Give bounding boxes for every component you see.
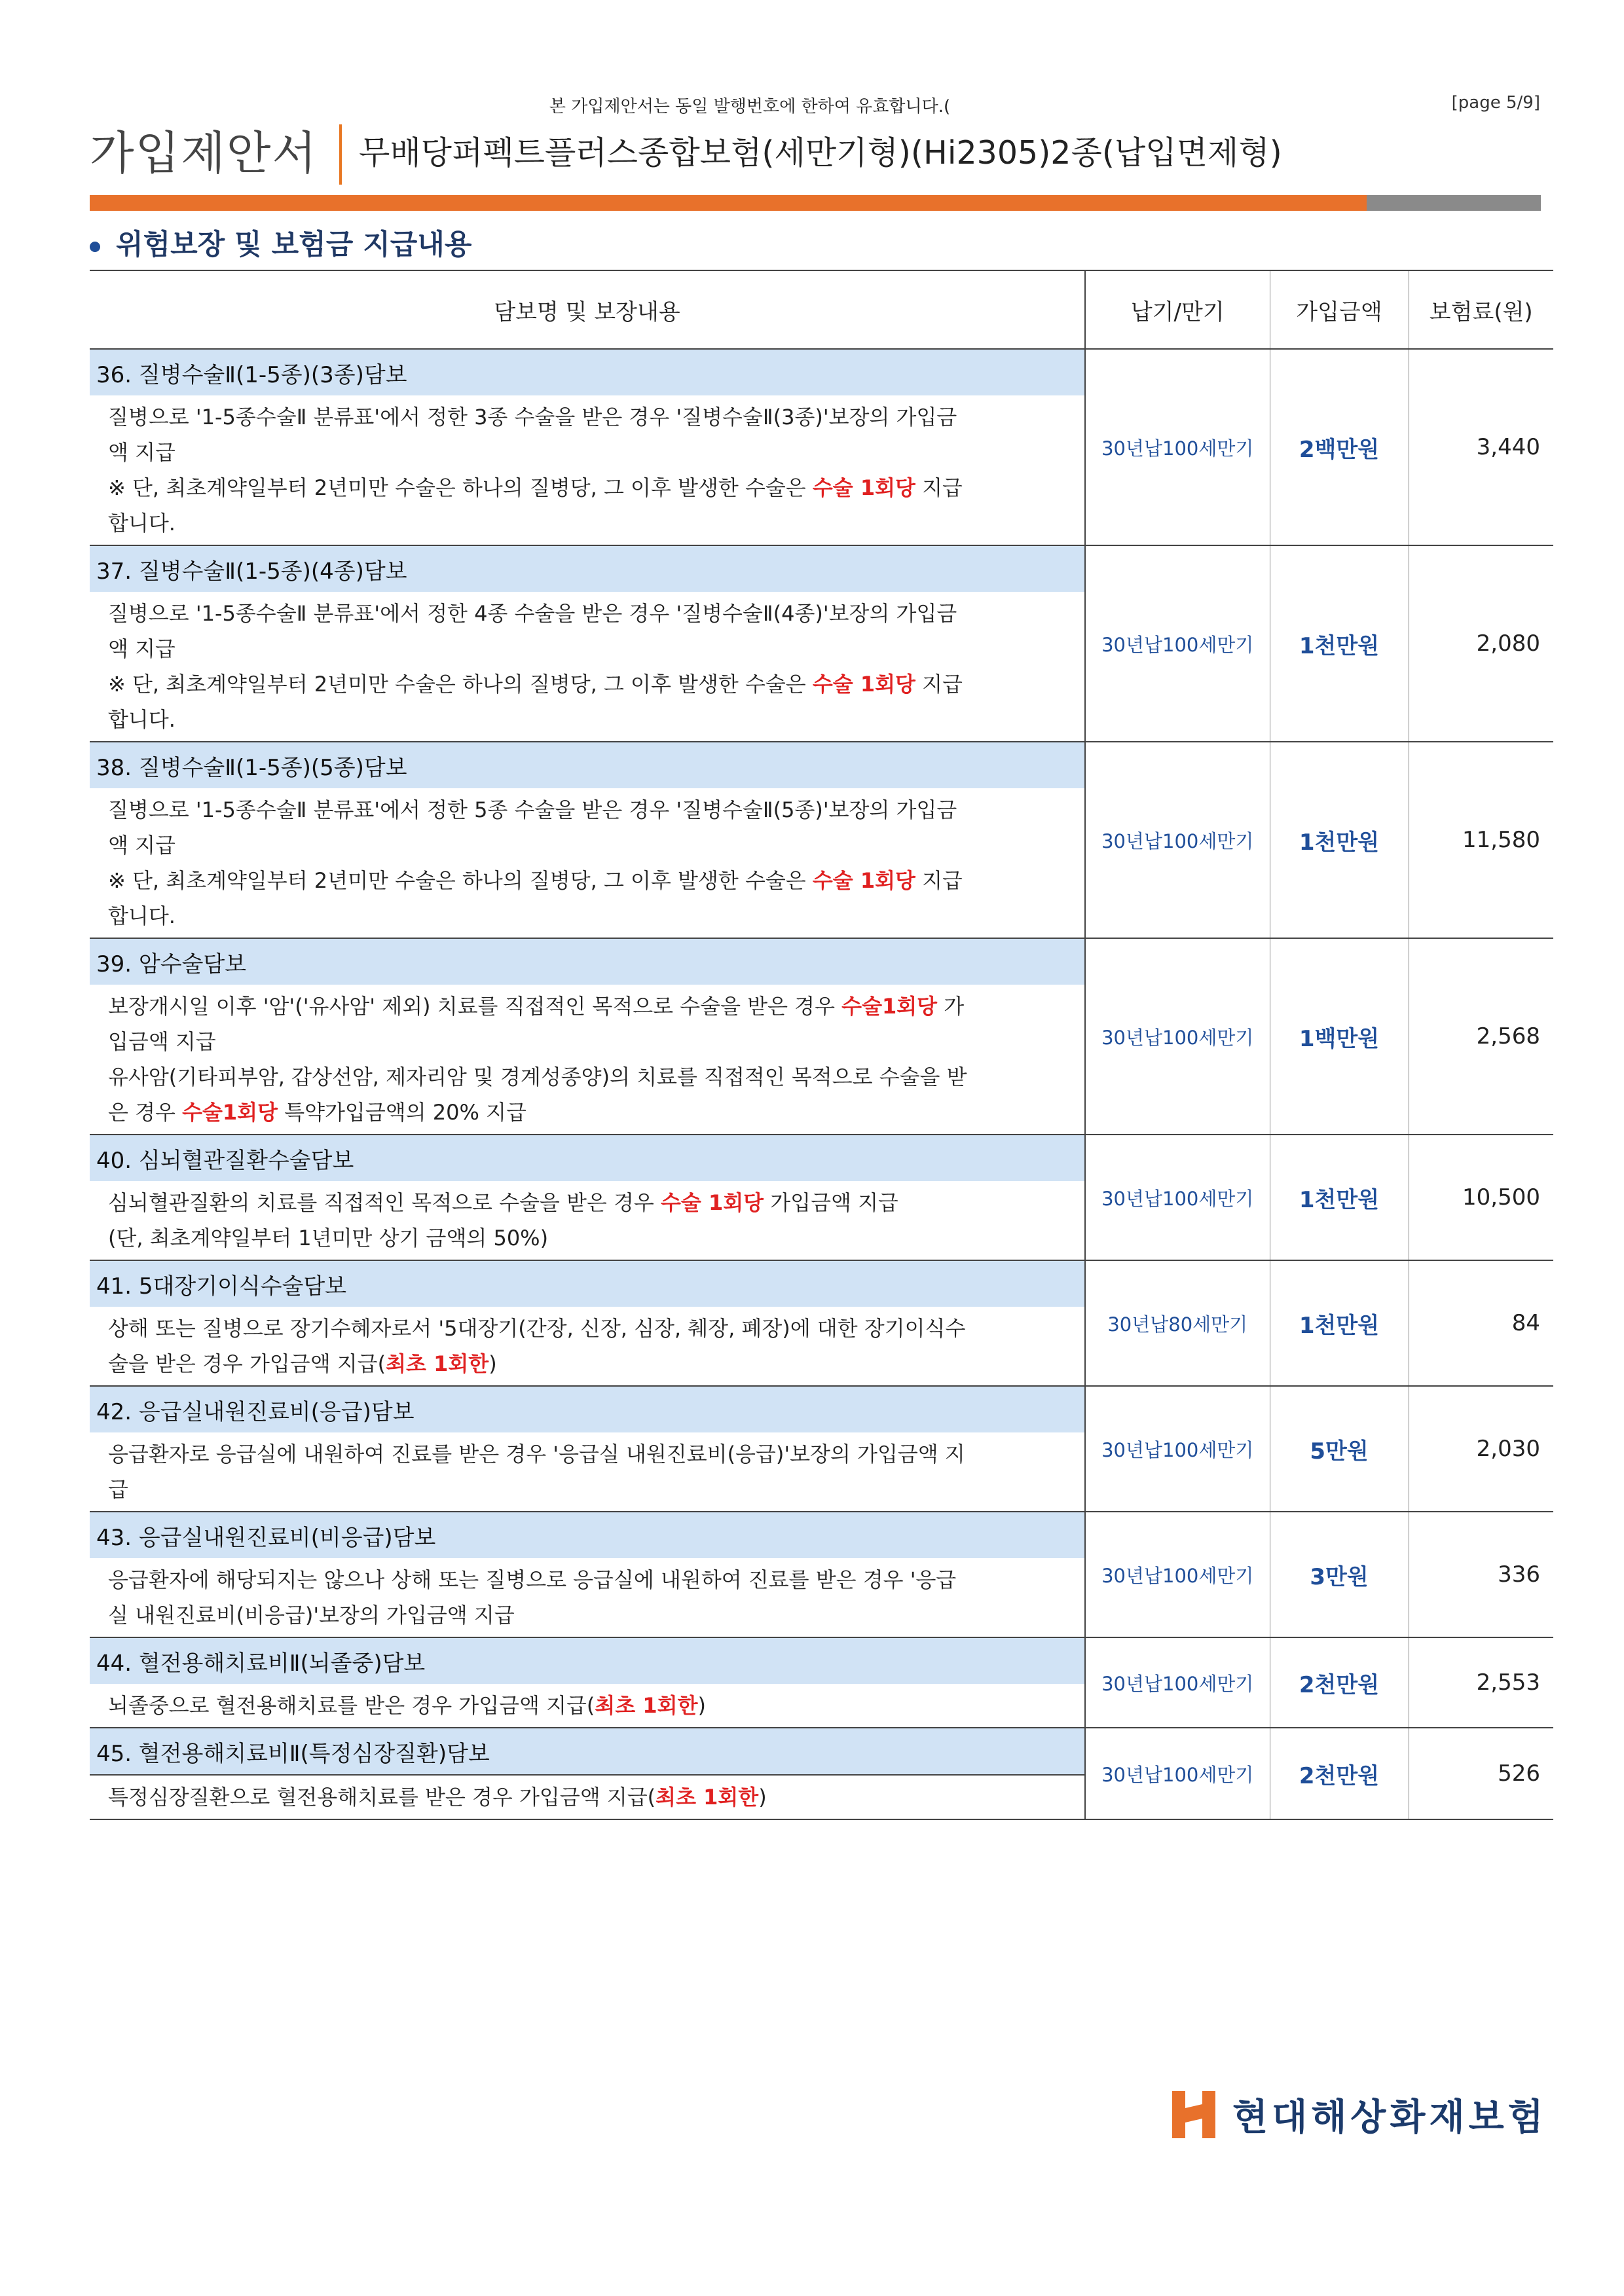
description-line	[108, 505, 1075, 541]
description-text: 뇌졸중으로 혈전용해치료를 받은 경우 가입금액 지급(	[108, 1693, 595, 1718]
description-line	[108, 666, 1075, 702]
coverage-header-row	[90, 1135, 1553, 1181]
coverage-amount: 2천만원	[1270, 1637, 1409, 1728]
description-text: 보장개시일 이후 '암'('유사암' 제외) 치료를 직접적인 목적으로 수술을 받은 경우	[108, 994, 842, 1019]
description-text: 상해 또는 질병으로 장기수혜자로서 '5대장기(간장, 신장, 심장, 췌장, 폐장)에 대한 장기이식수	[108, 1316, 966, 1341]
description-line	[108, 1436, 1075, 1472]
description-line	[108, 1311, 1075, 1346]
description-text: 특약가입금액의 20% 지급	[278, 1100, 526, 1125]
coverage-term: 30년납80세만기	[1085, 1260, 1270, 1386]
description-text: 질병으로 '1-5종수술Ⅱ 분류표'에서 정한 3종 수술을 받은 경우 '질병수술Ⅱ(3종)'보장의 가입금	[108, 405, 957, 429]
description-text: 지급	[915, 672, 963, 697]
description-text: )	[489, 1351, 497, 1376]
coverage-header-row	[90, 742, 1553, 788]
description-text: (단, 최초계약일부터 1년미만 상기 금액의 50%)	[108, 1226, 549, 1250]
description-text: 급	[108, 1477, 128, 1502]
description-line	[108, 435, 1075, 470]
coverage-table	[90, 270, 1553, 1820]
emphasis-text: 수술1회당	[182, 1100, 278, 1125]
emphasis-text: 최초 1회한	[655, 1785, 759, 1810]
description-line	[108, 863, 1075, 898]
coverage-amount: 2백만원	[1270, 349, 1409, 545]
coverage-header-row	[90, 349, 1553, 395]
emphasis-text: 수술 1회당	[812, 475, 915, 500]
description-text: 액 지급	[108, 636, 175, 661]
description-text: 실 내원진료비(비응급)'보장의 가입금액 지급	[108, 1603, 515, 1628]
description-text: 가입금액 지급	[764, 1190, 898, 1215]
description-line	[108, 1472, 1075, 1507]
coverage-header-row	[90, 1386, 1553, 1432]
coverage-amount: 3만원	[1270, 1512, 1409, 1637]
coverage-term: 30년납100세만기	[1085, 1386, 1270, 1512]
description-line	[108, 898, 1075, 934]
page-number: [page 5/9]	[1451, 93, 1540, 113]
coverage-amount: 2천만원	[1270, 1728, 1409, 1819]
description-line	[108, 596, 1075, 631]
description-text: ※ 단, 최초계약일부터 2년미만 수술은 하나의 질병당, 그 이후 발생한 수술은	[108, 868, 813, 893]
coverage-description	[90, 1181, 1085, 1260]
description-text: ※ 단, 최초계약일부터 2년미만 수술은 하나의 질병당, 그 이후 발생한 수술은	[108, 475, 813, 500]
coverage-name: 36. 질병수술Ⅱ(1-5종)(3종)담보	[90, 349, 1085, 395]
description-text: 액 지급	[108, 440, 175, 465]
description-text: 질병으로 '1-5종수술Ⅱ 분류표'에서 정한 4종 수술을 받은 경우 '질병수술Ⅱ(4종)'보장의 가입금	[108, 601, 957, 626]
coverage-term: 30년납100세만기	[1085, 1512, 1270, 1637]
column-header-amount: 가입금액	[1270, 270, 1409, 349]
company-name: 현대해상화재보험	[1232, 2096, 1547, 2139]
coverage-amount: 1천만원	[1270, 1260, 1409, 1386]
coverage-term: 30년납100세만기	[1085, 349, 1270, 545]
bullet-icon	[90, 242, 100, 252]
coverage-name: 37. 질병수술Ⅱ(1-5종)(4종)담보	[90, 545, 1085, 592]
header-gray-bar	[1367, 195, 1541, 211]
description-line	[108, 1220, 1075, 1256]
description-text: 응급환자에 해당되지는 않으나 상해 또는 질병으로 응급실에 내원하여 진료를 받은 경우 '응급	[108, 1567, 957, 1592]
column-header-term: 납기/만기	[1085, 270, 1270, 349]
coverage-premium: 2,030	[1409, 1386, 1553, 1512]
description-text: 합니다.	[108, 511, 175, 536]
description-text: 응급환자로 응급실에 내원하여 진료를 받은 경우 '응급실 내원진료비(응급)'보장의 가입금액 지	[108, 1442, 965, 1467]
description-line	[108, 470, 1075, 505]
coverage-term: 30년납100세만기	[1085, 1637, 1270, 1728]
header-accent-bar	[90, 195, 1367, 211]
hyundai-h-logo-icon	[1172, 2091, 1215, 2138]
description-line	[108, 1779, 1075, 1815]
description-line	[108, 1059, 1075, 1095]
description-text: ※ 단, 최초계약일부터 2년미만 수술은 하나의 질병당, 그 이후 발생한 수술은	[108, 672, 813, 697]
description-text: 유사암(기타피부암, 갑상선암, 제자리암 및 경계성종양)의 치료를 직접적인 목적으로 수술을 받	[108, 1065, 967, 1089]
coverage-name: 41. 5대장기이식수술담보	[90, 1260, 1085, 1307]
coverage-premium: 2,553	[1409, 1637, 1553, 1728]
description-text: 액 지급	[108, 833, 175, 858]
title-divider	[339, 124, 342, 185]
description-line	[108, 1095, 1075, 1130]
description-text: 심뇌혈관질환의 치료를 직접적인 목적으로 수술을 받은 경우	[108, 1190, 661, 1215]
column-header-coverage: 담보명 및 보장내용	[90, 270, 1085, 349]
coverage-header-row	[90, 1260, 1553, 1307]
description-line	[108, 399, 1075, 435]
coverage-description	[90, 1684, 1085, 1728]
coverage-description	[90, 395, 1085, 545]
coverage-description	[90, 592, 1085, 742]
coverage-term: 30년납100세만기	[1085, 545, 1270, 742]
coverage-description	[90, 1432, 1085, 1512]
description-text: 질병으로 '1-5종수술Ⅱ 분류표'에서 정한 5종 수술을 받은 경우 '질병수술Ⅱ(5종)'보장의 가입금	[108, 797, 957, 822]
description-line	[108, 1346, 1075, 1381]
description-text: 합니다.	[108, 707, 175, 732]
coverage-premium: 2,080	[1409, 545, 1553, 742]
coverage-name: 39. 암수술담보	[90, 938, 1085, 985]
description-line	[108, 702, 1075, 737]
coverage-term: 30년납100세만기	[1085, 742, 1270, 938]
description-line	[108, 1562, 1075, 1597]
coverage-name: 43. 응급실내원진료비(비응급)담보	[90, 1512, 1085, 1558]
coverage-name: 42. 응급실내원진료비(응급)담보	[90, 1386, 1085, 1432]
coverage-name: 45. 혈전용해치료비Ⅱ(특정심장질환)담보	[90, 1728, 1085, 1775]
description-line	[108, 989, 1075, 1024]
coverage-header-row	[90, 1637, 1553, 1684]
emphasis-text: 최초 1회한	[386, 1351, 489, 1376]
emphasis-text: 최초 1회한	[595, 1693, 698, 1718]
validity-notice: 본 가입제안서는 동일 발행번호에 한하여 유효합니다.(	[549, 97, 951, 117]
description-text: 특정심장질환으로 혈전용해치료를 받은 경우 가입금액 지급(	[108, 1785, 656, 1810]
description-text: 합니다.	[108, 903, 175, 928]
description-line	[108, 1024, 1075, 1059]
coverage-term: 30년납100세만기	[1085, 1728, 1270, 1819]
description-text: )	[697, 1693, 706, 1718]
table-header-row	[90, 270, 1553, 349]
coverage-amount: 1천만원	[1270, 742, 1409, 938]
coverage-header-row	[90, 1728, 1553, 1775]
description-text: )	[758, 1785, 767, 1810]
coverage-amount: 1백만원	[1270, 938, 1409, 1135]
document-title: 가입제안서	[90, 126, 318, 180]
coverage-premium: 3,440	[1409, 349, 1553, 545]
coverage-description	[90, 1307, 1085, 1386]
coverage-amount: 1천만원	[1270, 1135, 1409, 1260]
description-text: 지급	[915, 868, 963, 893]
description-text: 은 경우	[108, 1100, 183, 1125]
coverage-name: 38. 질병수술Ⅱ(1-5종)(5종)담보	[90, 742, 1085, 788]
description-line	[108, 828, 1075, 863]
coverage-name: 40. 심뇌혈관질환수술담보	[90, 1135, 1085, 1181]
coverage-header-row	[90, 545, 1553, 592]
coverage-term: 30년납100세만기	[1085, 1135, 1270, 1260]
coverage-name: 44. 혈전용해치료비Ⅱ(뇌졸중)담보	[90, 1637, 1085, 1684]
description-line	[108, 792, 1075, 828]
column-header-premium: 보험료(원)	[1409, 270, 1553, 349]
coverage-premium: 10,500	[1409, 1135, 1553, 1260]
coverage-description	[90, 1558, 1085, 1637]
coverage-premium: 2,568	[1409, 938, 1553, 1135]
description-text: 가	[937, 994, 965, 1019]
description-text: 입금액 지급	[108, 1029, 216, 1054]
company-logo	[1172, 2088, 1547, 2141]
coverage-term: 30년납100세만기	[1085, 938, 1270, 1135]
coverage-premium: 11,580	[1409, 742, 1553, 938]
coverage-description	[90, 985, 1085, 1135]
description-text: 술을 받은 경우 가입금액 지급(	[108, 1351, 386, 1376]
emphasis-text: 수술1회당	[841, 994, 938, 1019]
description-text: 지급	[915, 475, 963, 500]
description-line	[108, 1185, 1075, 1220]
coverage-header-row	[90, 1512, 1553, 1558]
coverage-premium: 336	[1409, 1512, 1553, 1637]
coverage-header-row	[90, 938, 1553, 985]
product-name: 무배당퍼펙트플러스종합보험(세만기형)(Hi2305)2종(납입면제형)	[359, 134, 1282, 172]
emphasis-text: 수술 1회당	[812, 868, 915, 893]
coverage-amount: 5만원	[1270, 1386, 1409, 1512]
description-line	[108, 631, 1075, 666]
description-line	[108, 1688, 1075, 1723]
coverage-amount: 1천만원	[1270, 545, 1409, 742]
section-title: 위험보장 및 보험금 지급내용	[90, 223, 471, 263]
description-line	[108, 1597, 1075, 1633]
emphasis-text: 수술 1회당	[812, 672, 915, 697]
coverage-description	[90, 1775, 1085, 1819]
coverage-description	[90, 788, 1085, 938]
coverage-premium: 84	[1409, 1260, 1553, 1386]
coverage-premium: 526	[1409, 1728, 1553, 1819]
emphasis-text: 수술 1회당	[661, 1190, 764, 1215]
